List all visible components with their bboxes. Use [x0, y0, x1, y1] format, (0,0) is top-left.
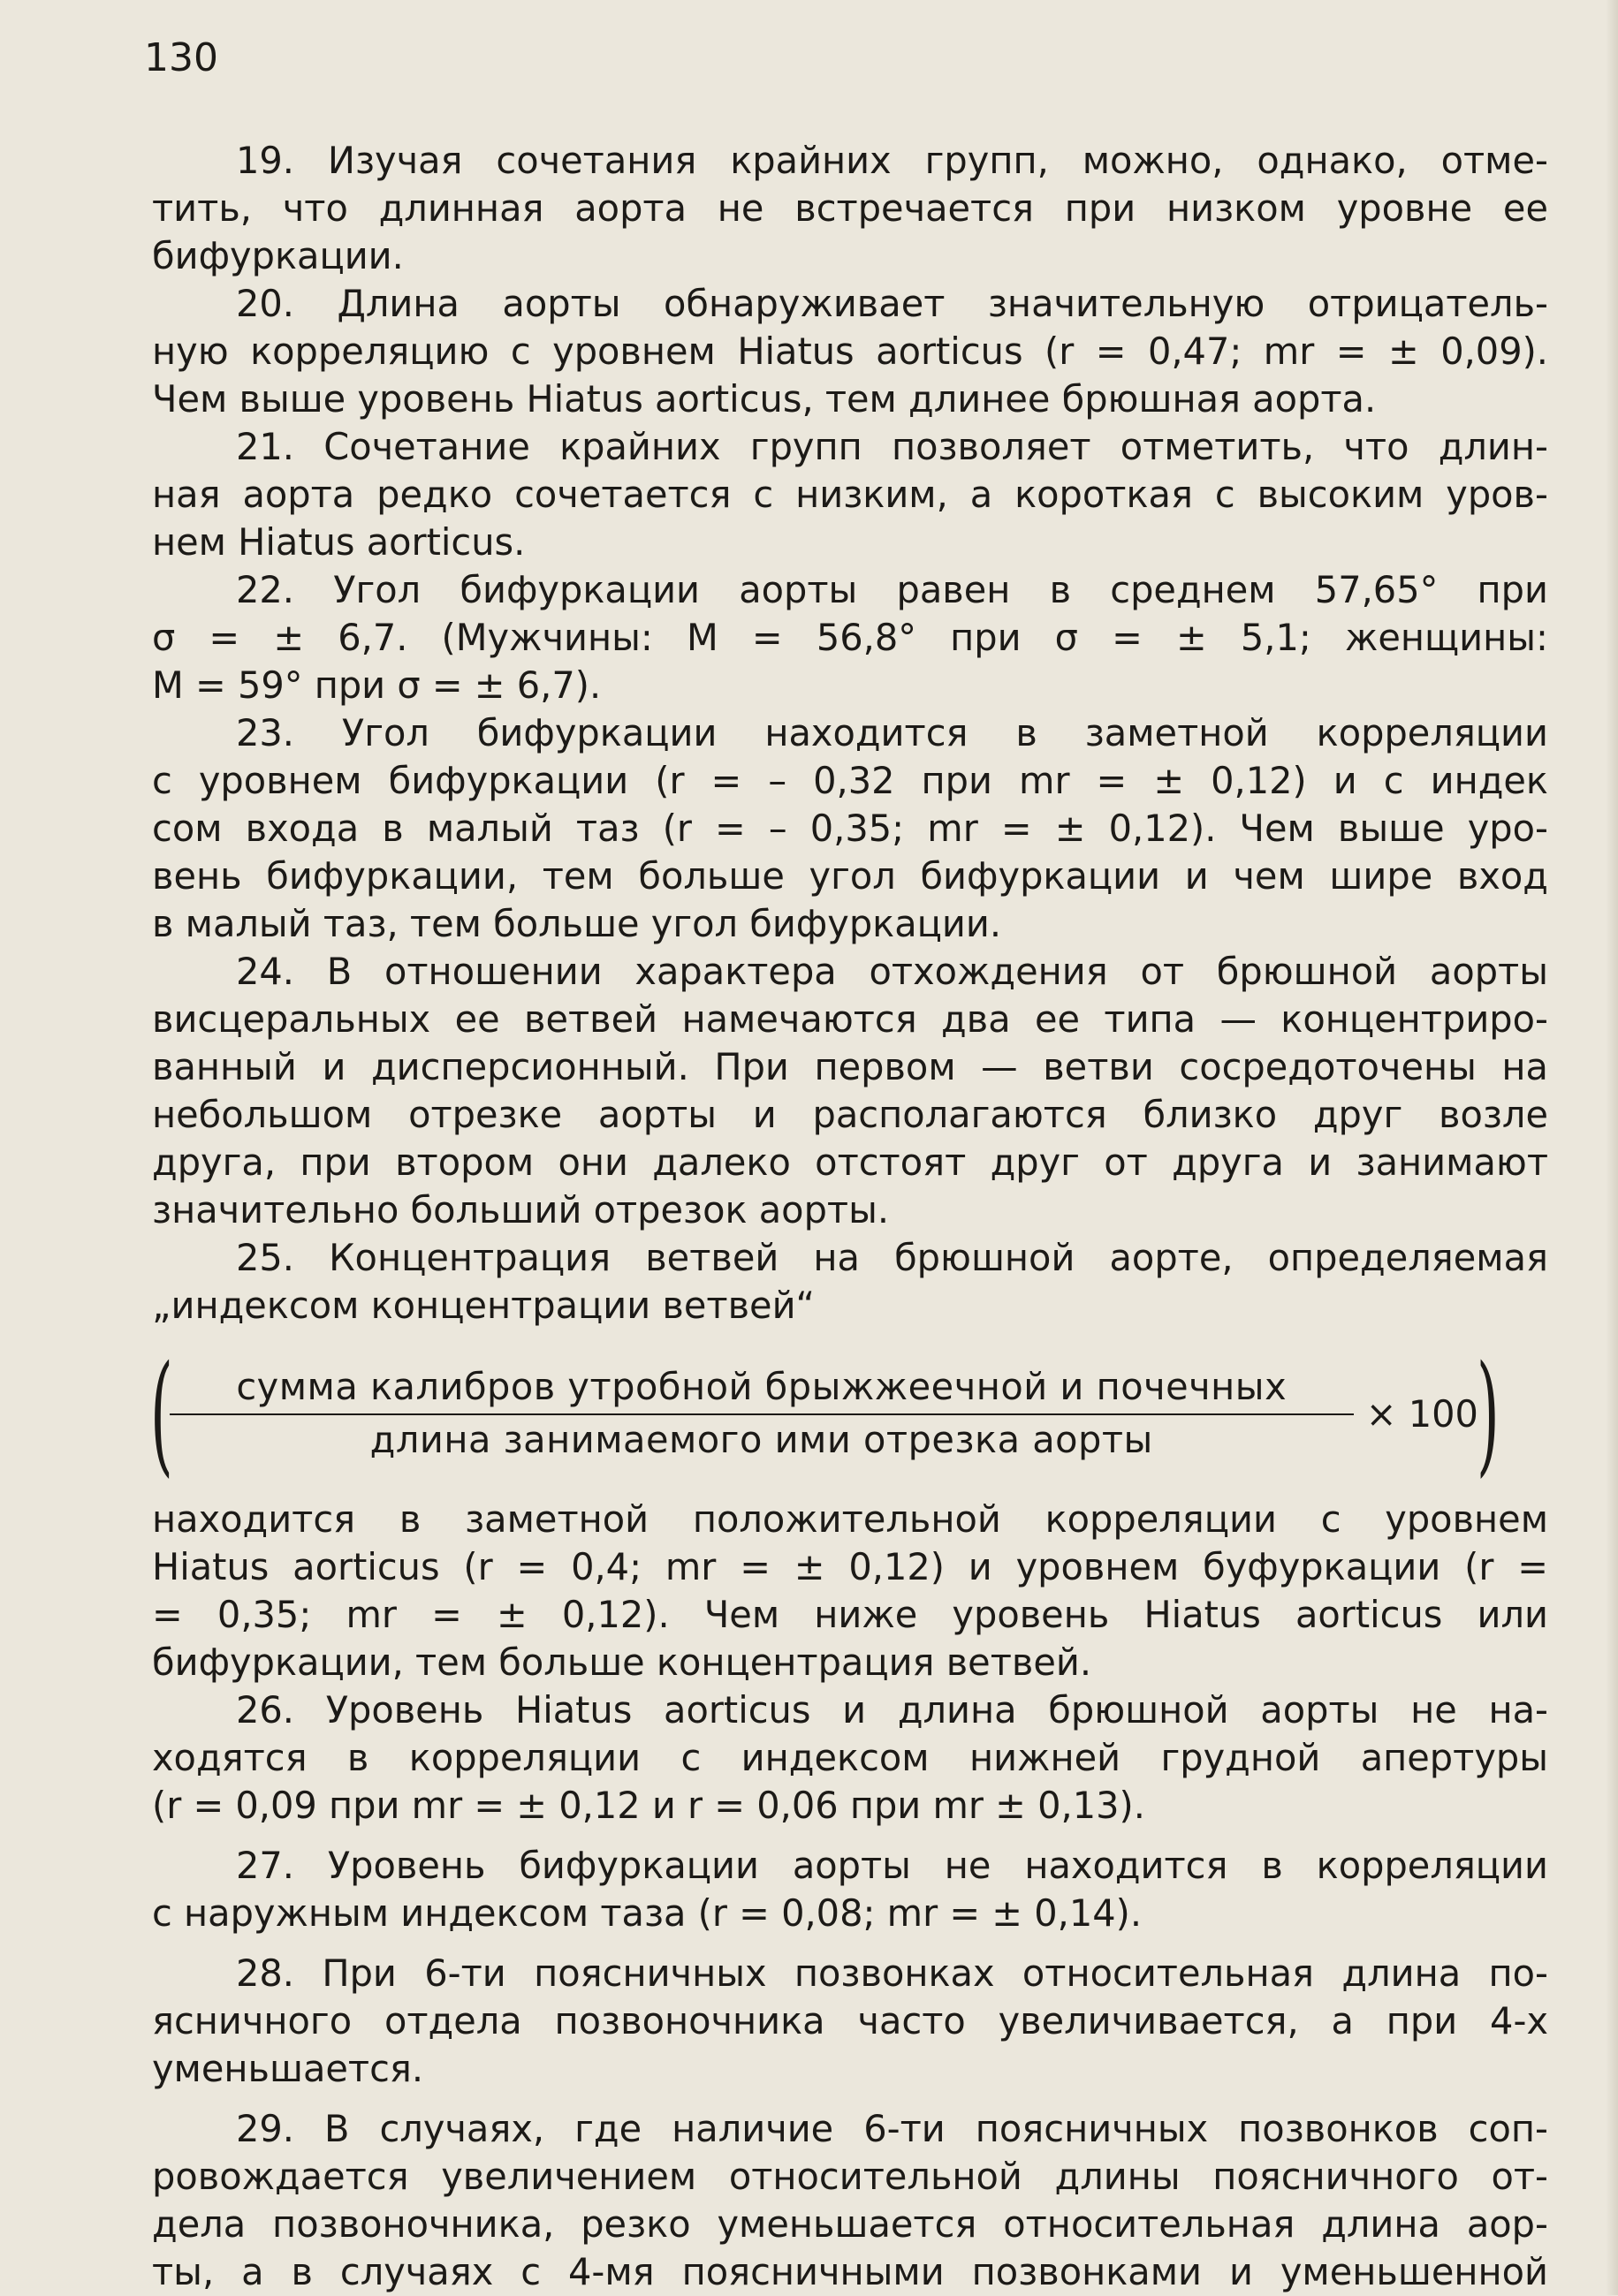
paragraph-23 [152, 709, 1548, 948]
paragraph-26 [152, 1686, 1548, 1830]
text-line: в малый таз, тем больше угол бифуркации. [152, 902, 1002, 945]
text-line: небольшом отрезке аорты и располагаются близко друг возле [152, 1093, 1548, 1136]
text-line: находится в заметной положительной корреляции с уровнем [152, 1497, 1548, 1541]
text-line: „индексом концентрации ветвей“ [152, 1284, 816, 1327]
text-line: 24. В отношении характера отхождения от брюшной аорты [236, 950, 1548, 993]
text-line: 23. Угол бифуркации находится в заметной корреляции [236, 711, 1548, 754]
paragraph-28 [152, 1950, 1548, 2093]
text-line: бифуркации. [152, 234, 404, 277]
text-line: с наружным индексом таза (r = 0,08; mr = ± 0,14). [152, 1891, 1143, 1935]
formula-fraction [170, 1364, 1354, 1463]
paragraph-27 [152, 1842, 1548, 1937]
paragraph-20 [152, 280, 1548, 423]
text-line: 19. Изучая сочетания крайних групп, можно, однако, отме- [236, 139, 1548, 182]
text-line: Чем выше уровень Hiatus aorticus, тем длинее брюшная аорта. [152, 377, 1377, 421]
text-line: 29. В случаях, где наличие 6-ти поясничных позвонков соп- [236, 2107, 1548, 2150]
text-line: 28. При 6-ти поясничных позвонках относительная длина по- [236, 1951, 1548, 1995]
main-text [149, 137, 1548, 2296]
text-line: ты, а в случаях с 4-мя поясничными позвонками и уменьшенной [152, 2250, 1548, 2293]
paragraph-gap [152, 1830, 1548, 1842]
text-line: бифуркации, тем больше концентрация ветвей. [152, 1641, 1092, 1684]
paragraph-gap [152, 1937, 1548, 1950]
text-line: дела позвоночника, резко уменьшается относительная длина аор- [152, 2202, 1548, 2246]
text-line: ную корреляцию с уровнем Hiatus aorticus (r = 0,47; mr = ± 0,09). [152, 330, 1548, 373]
page-edge-shadow [1606, 0, 1618, 2295]
paragraph-25 [149, 1234, 1548, 1686]
text-line: 27. Уровень бифуркации аорты не находится в корреляции [236, 1844, 1548, 1887]
text-line: σ = ± 6,7. (Мужчины: M = 56,8° при σ = ± 5,1; женщины: [152, 616, 1548, 659]
formula-close-paren: ) [1476, 1337, 1500, 1489]
text-line: = 0,35; mr = ± 0,12). Чем ниже уровень Hiatus aorticus или [152, 1593, 1548, 1636]
text-line: вень бифуркации, тем больше угол бифуркации и чем шире вход [152, 854, 1548, 898]
text-line: висцеральных ее ветвей намечаются два ее типа — концентриро- [152, 997, 1548, 1041]
paragraph-19 [152, 137, 1548, 280]
formula-denominator: длина занимаемого ими отрезка аорты [369, 1418, 1153, 1461]
page-number: 130 [144, 35, 218, 80]
paragraph-21 [152, 423, 1548, 566]
paragraph-gap [152, 2093, 1548, 2105]
text-line: друга, при втором они далеко отстоят друг от друга и занимают [152, 1140, 1548, 1184]
text-line: значительно больший отрезок аорты. [152, 1188, 890, 1231]
text-line: ванный и дисперсионный. При первом — ветви сосредоточены на [152, 1045, 1548, 1088]
paragraph-29 [152, 2105, 1548, 2296]
text-line: 25. Концентрация ветвей на брюшной аорте, определяемая [236, 1236, 1548, 1279]
text-line: Hiatus aorticus (r = 0,4; mr = ± 0,12) и уровнем буфуркации (r = [152, 1545, 1548, 1588]
text-line: ясничного отдела позвоночника часто увеличивается, а при 4-х [152, 1999, 1548, 2042]
formula-numerator: сумма калибров утробной брыжжеечной и почечных [170, 1364, 1354, 1415]
text-line: с уровнем бифуркации (r = – 0,32 при mr = ± 0,12) и с индек [152, 759, 1548, 802]
text-line: M = 59° при σ = ± 6,7). [152, 663, 602, 707]
text-line: ровождается увеличением относительной длины поясничного от- [152, 2155, 1548, 2198]
paragraph-22 [152, 566, 1548, 709]
text-line: (r = 0,09 при mr = ± 0,12 и r = 0,06 при mr ± 0,13). [152, 1784, 1145, 1827]
text-line: сом входа в малый таз (r = – 0,35; mr = ± 0,12). Чем выше уро- [152, 807, 1548, 850]
text-line: 21. Сочетание крайних групп позволяет отметить, что длин- [236, 425, 1548, 468]
text-line: 20. Длина аорты обнаруживает значительную отрицатель- [236, 282, 1548, 325]
text-line: нем Hiatus aorticus. [152, 520, 526, 564]
paragraph-24 [152, 948, 1548, 1234]
text-line: 22. Угол бифуркации аорты равен в среднем 57,65° при [236, 568, 1548, 611]
concentration-index-formula [149, 1337, 1548, 1489]
text-line: ходятся в корреляции с индексом нижней грудной апертуры [152, 1736, 1548, 1779]
text-line: ная аорта редко сочетается с низким, а короткая с высоким уров- [152, 473, 1548, 516]
text-line: уменьшается. [152, 2047, 424, 2090]
formula-multiplier: × 100 [1365, 1391, 1478, 1436]
formula-open-paren: ( [149, 1337, 173, 1489]
text-line: тить, что длинная аорта не встречается при низком уровне ее [152, 186, 1548, 230]
text-line: 26. Уровень Hiatus aorticus и длина брюшной аорты не на- [236, 1688, 1548, 1731]
